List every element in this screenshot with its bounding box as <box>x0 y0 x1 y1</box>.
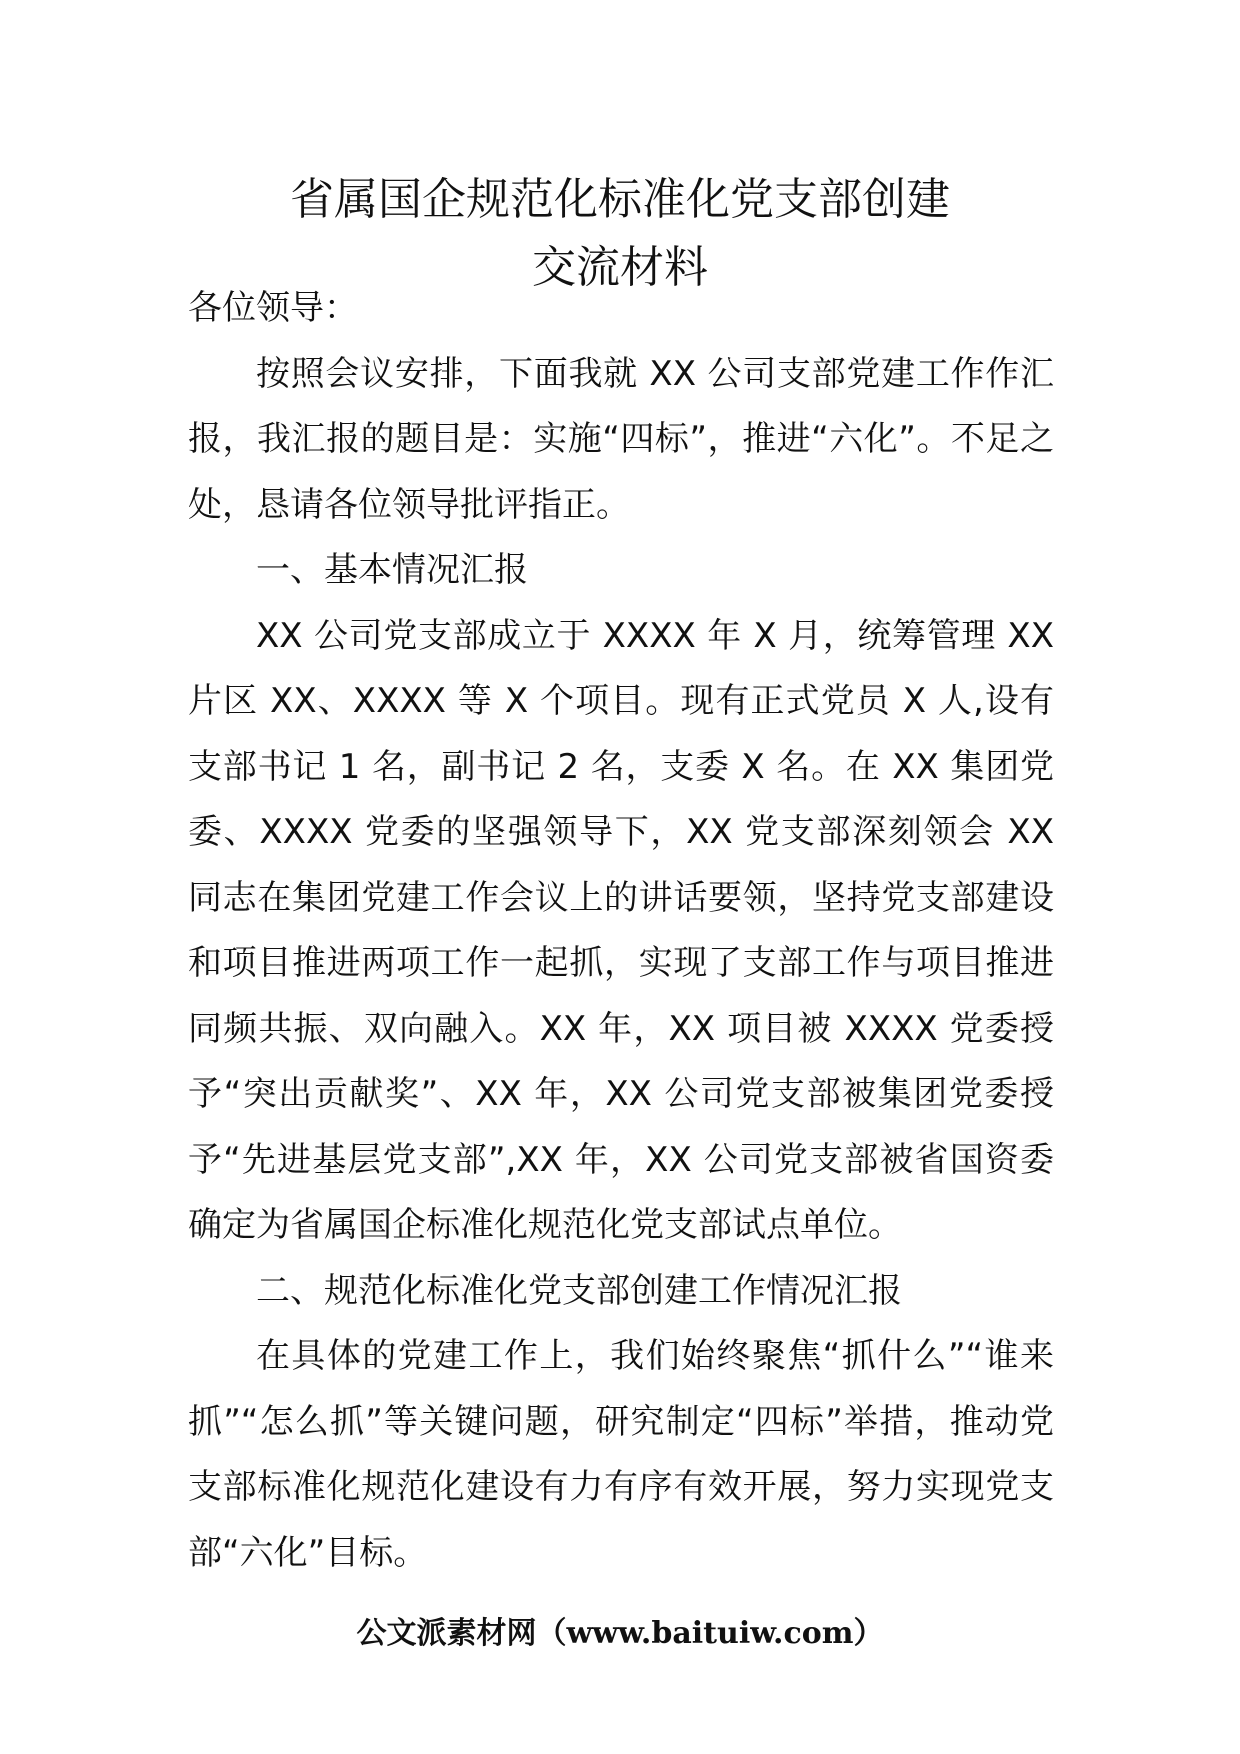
document-title-line-1: 省属国企规范化标准化党支部创建 <box>290 174 950 225</box>
salutation: 各位领导： <box>188 288 358 328</box>
document-title-line-2: 交流材料 <box>532 242 708 293</box>
paragraph-work-situation: 在具体的党建工作上，我们始终聚焦“抓什么”“谁来抓”“怎么抓”等关键问题，研究制定“四标”举措，推动党支部标准化规范化建设有力有序有效开展，努力实现党支部“六化”目标。 <box>188 1336 1054 1573</box>
paragraph-basic-situation: XX 公司党支部成立于 XXXX 年 X 月，统筹管理 XX 片区 XX、XXXX 等 X 个项目。现有正式党员 X 人,设有支部书记 1 名，副书记 2 名，支委 X 名。在 XX 集团党委、XXXX 党委的坚强领导下，XX 党支部深刻领会 XX 同志在集团党建工作会议上的讲话要领，坚持党支部建设和项目推进两项工作一起抓，实现了支部工作与项目推进同频共振、双向融入。XX 年，XX 项目被 XXXX 党委授予“突出贡献奖”、XX 年，XX 公司党支部被集团党委授予“先进基层党支部”,XX 年，XX 公司党支部被省国资委确定为省属国企标准化规范化党支部试点单位。 <box>188 615 1054 1245</box>
section-heading-2: 二、规范化标准化党支部创建工作情况汇报 <box>256 1270 902 1311</box>
section-heading-1: 一、基本情况汇报 <box>256 550 528 590</box>
footer-watermark: 公文派素材网（www.baituiw.com） <box>356 1616 884 1651</box>
paragraph-intro: 按照会议安排，下面我就 XX 公司支部党建工作作汇报，我汇报的题目是：实施“四标”，推进“六化”。不足之处，恳请各位领导批评指正。 <box>188 353 1054 525</box>
document-body <box>188 276 1054 1586</box>
